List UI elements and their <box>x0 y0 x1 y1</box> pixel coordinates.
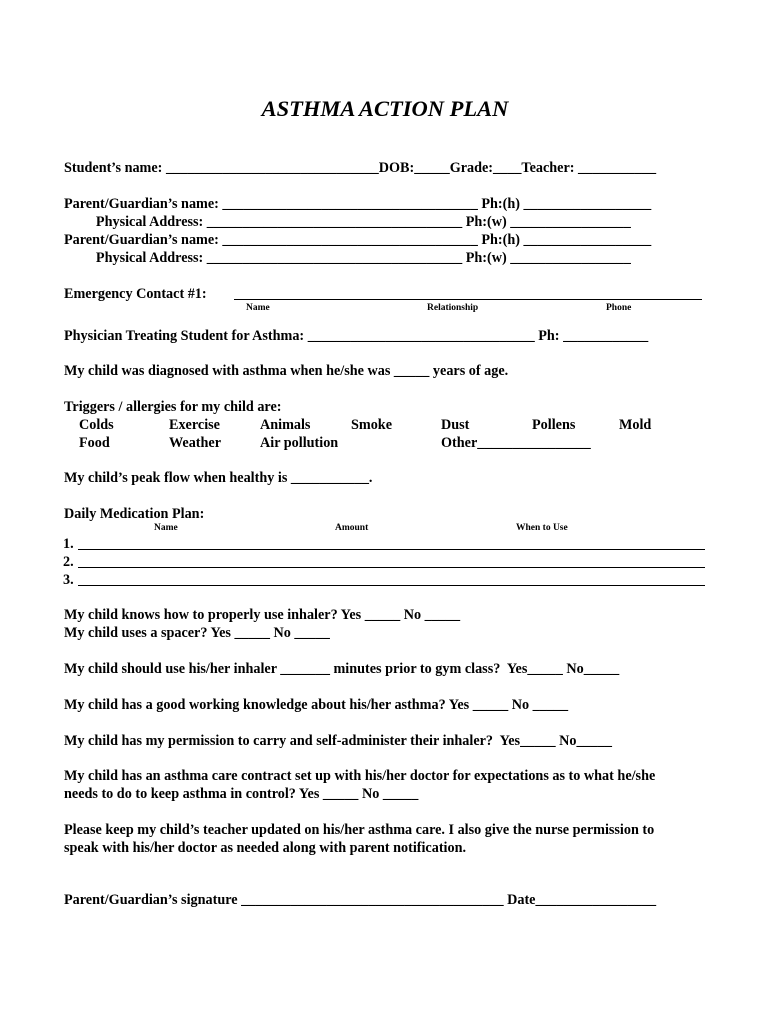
trigger-weather: Weather <box>169 435 222 451</box>
diagnosed-age-line[interactable]: My child was diagnosed with asthma when he/she was _____ years of age. <box>64 363 509 379</box>
emergency-contact-field[interactable] <box>234 299 702 300</box>
trigger-pollens: Pollens <box>532 417 576 433</box>
teacher-update-line-2: speak with his/her doctor as needed along with parent notification. <box>64 840 467 856</box>
care-contract-line-1: My child has an asthma care contract set up with his/her doctor for expectations as to what he/she <box>64 768 656 784</box>
trigger-dust: Dust <box>441 417 470 433</box>
trigger-smoke: Smoke <box>351 417 392 433</box>
guardian2-name-line[interactable]: Parent/Guardian’s name: ____________________________________ Ph:(h) __________________ <box>64 232 652 248</box>
emergency-col-phone: Phone <box>606 303 632 313</box>
teacher-update-line-1: Please keep my child’s teacher updated on his/her asthma care. I also give the nurse permission to <box>64 822 655 838</box>
medication-row-2-field[interactable] <box>78 567 705 568</box>
spacer-use-line[interactable]: My child uses a spacer? Yes _____ No _____ <box>64 625 330 641</box>
trigger-exercise: Exercise <box>169 417 220 433</box>
peak-flow-line[interactable]: My child’s peak flow when healthy is ___________. <box>64 470 373 486</box>
gym-class-line[interactable]: My child should use his/her inhaler _______ minutes prior to gym class? Yes_____ No_____ <box>64 661 620 677</box>
physician-line[interactable]: Physician Treating Student for Asthma: ________________________________ Ph: ____________ <box>64 328 649 344</box>
guardian1-address-line[interactable]: Physical Address: ____________________________________ Ph:(w) _________________ <box>64 214 631 230</box>
trigger-animals: Animals <box>260 417 311 433</box>
trigger-food: Food <box>79 435 110 451</box>
medication-col-when: When to Use <box>516 523 568 533</box>
emergency-col-name: Name <box>246 303 270 313</box>
medication-plan-label: Daily Medication Plan: <box>64 506 205 522</box>
trigger-other-field[interactable]: Other________________ <box>441 435 591 451</box>
trigger-colds: Colds <box>79 417 114 433</box>
medication-col-name: Name <box>154 523 178 533</box>
medication-row-1-field[interactable] <box>78 549 705 550</box>
triggers-label: Triggers / allergies for my child are: <box>64 399 282 415</box>
knowledge-line[interactable]: My child has a good working knowledge about his/her asthma? Yes _____ No _____ <box>64 697 569 713</box>
medication-col-amount: Amount <box>335 523 369 533</box>
trigger-mold: Mold <box>619 417 652 433</box>
trigger-air-pollution: Air pollution <box>260 435 339 451</box>
guardian2-address-line[interactable]: Physical Address: ____________________________________ Ph:(w) _________________ <box>64 250 631 266</box>
guardian1-name-line[interactable]: Parent/Guardian’s name: ____________________________________ Ph:(h) __________________ <box>64 196 652 212</box>
signature-line[interactable]: Parent/Guardian’s signature _____________________________________ Date_________________ <box>64 892 657 908</box>
medication-row-number: 1. <box>63 536 74 552</box>
self-administer-line[interactable]: My child has my permission to carry and self-administer their inhaler? Yes_____ No_____ <box>64 733 612 749</box>
medication-row-3-field[interactable] <box>78 585 705 586</box>
care-contract-line-2[interactable]: needs to do to keep asthma in control? Yes _____ No _____ <box>64 786 419 802</box>
medication-row-number: 2. <box>63 554 74 570</box>
emergency-col-relationship: Relationship <box>427 303 479 313</box>
emergency-contact-label: Emergency Contact #1: <box>64 286 207 302</box>
student-info-line[interactable]: Student’s name: ______________________________DOB:_____Grade:____Teacher: ___________ <box>64 160 657 176</box>
medication-row-number: 3. <box>63 572 74 588</box>
page-title: ASTHMA ACTION PLAN <box>261 96 509 121</box>
inhaler-use-line[interactable]: My child knows how to properly use inhaler? Yes _____ No _____ <box>64 607 461 623</box>
